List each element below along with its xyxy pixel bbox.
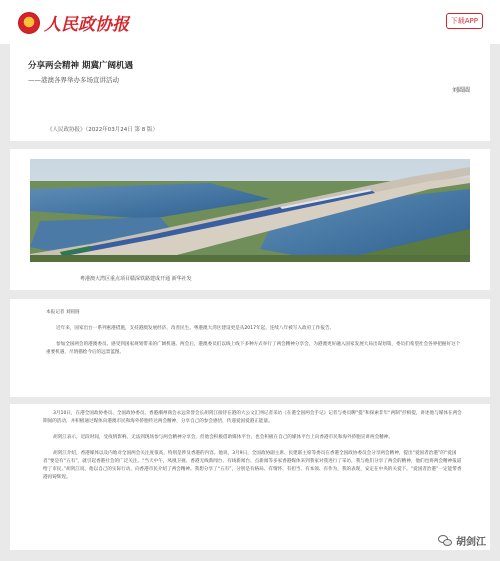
photo-card [10,149,490,290]
paragraph-3: 3月10日，在港全国政协委员、全国政协委员、香港潮州商会永远荣誉会长胡剑江接待在港的大公文汇网记者采访《在港全国两会手记》记者与委员聊“提”和探索非年“两制”抒相提，讲述他与媒体在两会期间的活动，并积极通过媒体向港澳市民和海外侨胞传达两会精神，分享自己的参会感悟，传递爱国爱港正能量。 [43,411,462,424]
download-app-button[interactable]: 下载APP [446,13,483,29]
site-logo[interactable] [18,10,129,35]
paragraph-4: 胡剑江表示，近段时间，受疫情影响，无法到现场参与两会精神分享会，但他会积极借助媒体平台，也会积极在自己的媒体平台上向香港市民和海外侨胞宣讲两会精神。 [53,435,393,440]
watermark-text: 胡剑江 [456,537,486,548]
top-bar [0,0,500,44]
paragraph-1: 近年来，国家出台一系列惠港措施，支持港澳发展经济、改善民生。粤港澳大湾区建设更是从2017年起，连续八年被写入政府工作报告。 [56,326,335,331]
article-photo[interactable] [30,159,470,262]
article-source: 《人民政协报》（2022年03月24日 第 8 版） [47,127,158,133]
article-author: 刘圆圆 [451,87,470,94]
article-title: 分享两会精神 期冀广阔机遇 [28,61,133,71]
railway-photo-illustration [30,159,470,262]
emblem-icon [18,12,40,34]
paragraph-2: 参加全国两会的港澳委员、感受到国家规划带来的广阔机遇。两会后，港澳委员们以线上线下多种方式举行了两会精神分享会，为港澳更好融入国家发展大局出谋划策，委员们希望社会各界把握好这个重要机遇，尽情描绘今后的远景蓝图。 [46,342,461,355]
paragraph-5: 胡剑江介绍，香港媒体以及内地对全国两会关注度很高，特别是涉及香港的内容。他说，3月9日，全国政协副主席、民建联主席等委员在香港全国政协委员会分享两会精神，提出“爱国者治港”的“爱国者”要是有“五有”，就引起香港社会的广泛关注。“当天中午，凤凰卫视、香港无线新闻台、有线新闻台、点新闻等多家香港媒体来到我家对我进行了采访，我与他们分享了两会的精神，他们也将两会精神报道给了市民。”胡剑江说，他以自己的实际行动，向香港市民介绍了两会精神。我想分享了“五有”，分别是有格局、有情怀、有担当、有本领、有作为，我的表现，安定在中央的关爱下。“爱国者治港”一定能带香港再铸辉煌。 [43,451,462,480]
photo-caption: 粤港澳大湾区重点项目赣深铁路建成开通 新华社发 [80,276,192,282]
wechat-watermark [438,533,486,548]
byline: 本报记者 刘圆圆 [46,310,80,315]
wechat-icon [438,535,453,547]
source-card [10,115,490,141]
body-card-1 [10,299,490,397]
body-card-2 [10,404,490,550]
article-subtitle: ——港澳各界举办多场宣讲活动 [28,76,119,84]
logo-text: 人民政协报 [44,15,129,35]
